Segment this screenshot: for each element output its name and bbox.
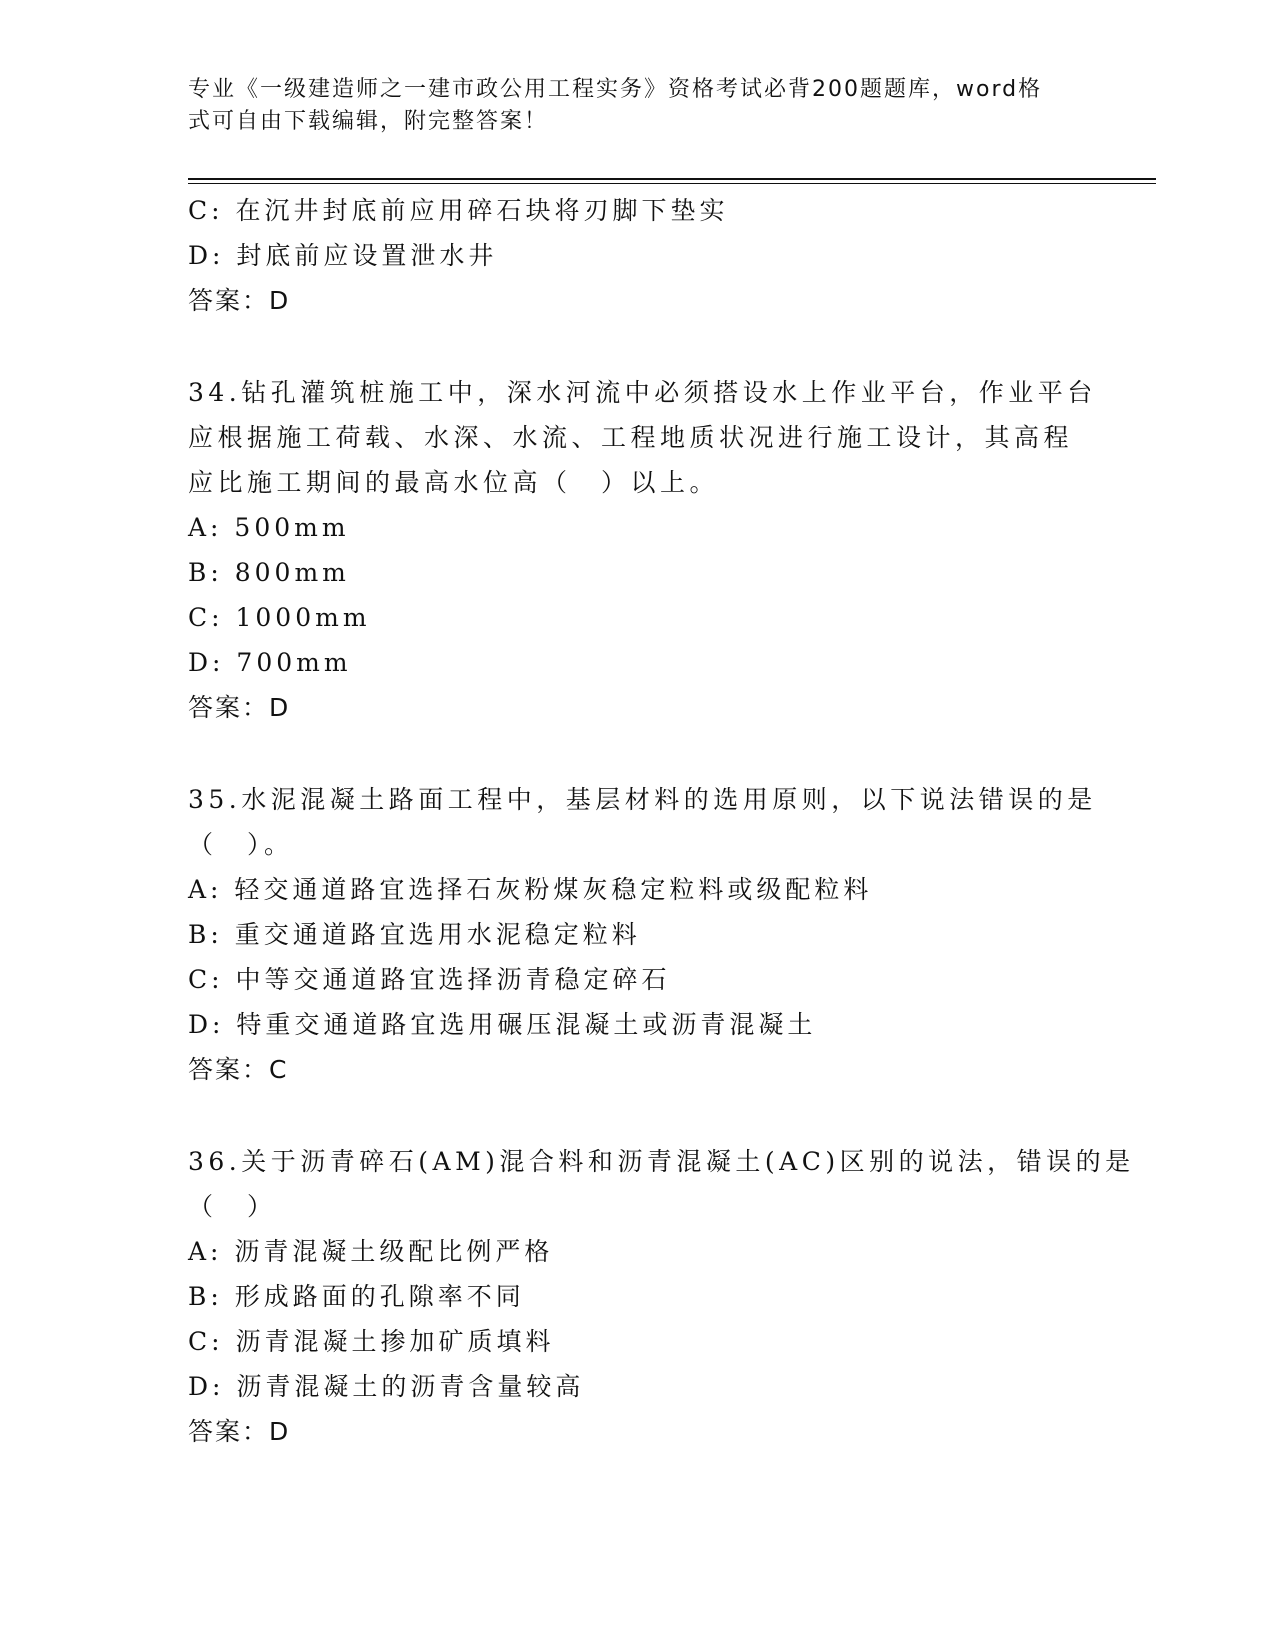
header-line-1: 专业《一级建造师之一建市政公用工程实务》资格考试必背200题题库，word格 [188, 77, 1043, 102]
option-a: A: 轻交通道路宜选择石灰粉煤灰稳定粒料或级配粒料 [188, 875, 873, 904]
option-b: B: 重交通道路宜选用水泥稳定粒料 [188, 920, 641, 949]
question-stem-line: 35.水泥混凝土路面工程中，基层材料的选用原则，以下说法错误的是 [188, 785, 1097, 814]
option-c: C: 1000mm [188, 603, 371, 632]
spacer [188, 323, 1088, 370]
answer-line: 答案：D [188, 286, 291, 315]
answer-line: 答案：D [188, 693, 291, 722]
header-divider [188, 178, 1156, 184]
document-header [188, 74, 1088, 138]
spacer [188, 730, 1088, 777]
option-c: C: 沥青混凝土掺加矿质填料 [188, 1327, 555, 1356]
question-stem-line: （ ） [188, 1192, 277, 1221]
option-d: D: 封底前应设置泄水井 [188, 241, 498, 270]
question-stem-line: 34.钻孔灌筑桩施工中，深水河流中必须搭设水上作业平台，作业平台 [188, 378, 1097, 407]
spacer [188, 1092, 1088, 1139]
option-a: A: 500mm [188, 513, 350, 542]
question-35 [188, 777, 1097, 1092]
option-d: D: 700mm [188, 648, 352, 677]
answer-line: 答案：D [188, 1417, 291, 1446]
question-list [188, 188, 1135, 1454]
option-a: A: 沥青混凝土级配比例严格 [188, 1237, 554, 1266]
question-36 [188, 1139, 1135, 1454]
option-d: D: 特重交通道路宜选用碾压混凝土或沥青混凝土 [188, 1010, 817, 1039]
header-line-2: 式可自由下载编辑，附完整答案！ [188, 109, 549, 134]
option-c: C: 中等交通道路宜选择沥青稳定碎石 [188, 965, 671, 994]
question-stem-line: 应比施工期间的最高水位高（ ）以上。 [188, 468, 720, 497]
question-fragment [188, 188, 1088, 323]
question-stem-line: 36.关于沥青碎石(AM)混合料和沥青混凝土(AC)区别的说法，错误的是 [188, 1147, 1135, 1176]
question-stem-line: （ ）。 [188, 830, 294, 859]
option-d: D: 沥青混凝土的沥青含量较高 [188, 1372, 585, 1401]
answer-line: 答案：C [188, 1055, 289, 1084]
option-b: B: 800mm [188, 558, 350, 587]
option-b: B: 形成路面的孔隙率不同 [188, 1282, 525, 1311]
option-c: C: 在沉井封底前应用碎石块将刃脚下垫实 [188, 196, 729, 225]
question-34 [188, 370, 1097, 730]
question-stem-line: 应根据施工荷载、水深、水流、工程地质状况进行施工设计，其高程 [188, 423, 1074, 452]
